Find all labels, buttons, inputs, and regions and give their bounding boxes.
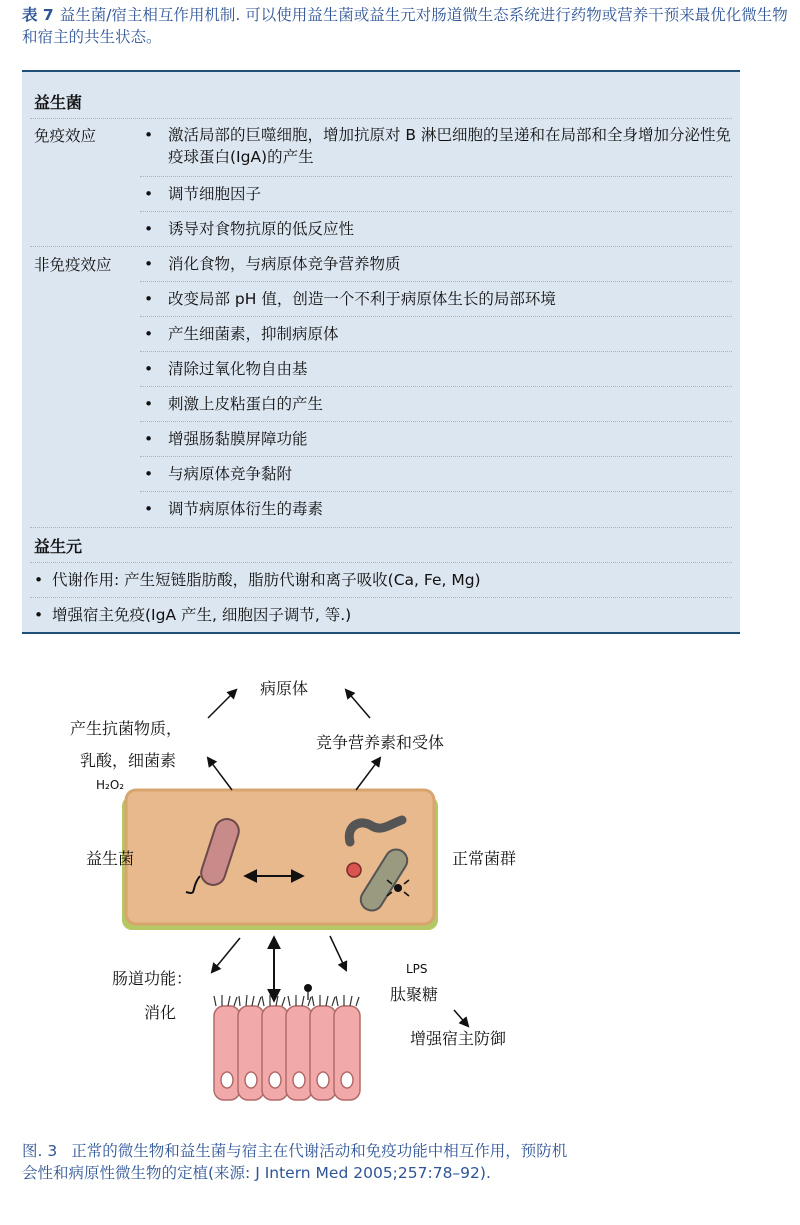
label-compete: 竞争营养素和受体 [316, 733, 445, 752]
section-prebiotics: 益生元 [34, 537, 83, 556]
category-nonimmune: 非免疫效应 [34, 256, 112, 274]
nonimmune-item: • 刺激上皮粘蛋白的产生 [144, 395, 324, 413]
nonimmune-item: • 与病原体竞争黏附 [144, 465, 293, 483]
nonimmune-item: • 清除过氧化物自由基 [144, 360, 308, 378]
divider [30, 246, 732, 247]
divider [140, 176, 732, 177]
figure-caption [22, 1140, 582, 1184]
immune-item: • 诱导对食物抗原的低反应性 [144, 220, 355, 238]
divider [30, 597, 732, 598]
label-peptidoglycan: 肽聚糖 [390, 985, 439, 1004]
label-lps: LPS [406, 962, 428, 976]
mechanism-table [22, 70, 740, 634]
table-caption-text: 益生菌/宿主相互作用机制. 可以使用益生菌或益生元对肠道微生态系统进行药物或营养干预来最优化微生物和宿主的共生状态。 [22, 6, 788, 46]
divider [30, 118, 732, 119]
category-immune: 免疫效应 [34, 127, 97, 145]
immune-item: • 激活局部的巨噬细胞，增加抗原对 B 淋巴细胞的呈递和在局部和全身增加分泌性免疫球蛋白(IgA)的产生 [144, 126, 731, 166]
divider [140, 491, 732, 492]
interaction-figure [40, 640, 560, 1110]
label-probiotic: 益生菌 [86, 849, 135, 868]
nonimmune-item: • 改变局部 pH 值，创造一个不利于病原体生长的局部环境 [144, 290, 556, 308]
arrow-host-defense [454, 1010, 468, 1026]
divider [140, 281, 732, 282]
divider [30, 562, 732, 563]
figure-label: 图. 3 [22, 1142, 58, 1160]
divider [140, 456, 732, 457]
label-gut-function-2: 消化 [144, 1003, 177, 1022]
table-label: 表 7 [22, 6, 54, 24]
divider [140, 316, 732, 317]
section-probiotics: 益生菌 [34, 93, 83, 112]
label-pathogen: 病原体 [260, 679, 309, 698]
label-h2o2: H₂O₂ [96, 778, 125, 792]
nonimmune-item: • 调节病原体衍生的毒素 [144, 500, 324, 518]
immune-item: • 调节细胞因子 [144, 185, 262, 203]
arrow-pathogen-left [208, 690, 236, 718]
divider [140, 351, 732, 352]
arrow-lps [330, 936, 346, 970]
label-antimicrobial-2: 乳酸，细菌素 [80, 751, 177, 770]
arrow-antimicrobial [208, 758, 232, 790]
nonimmune-item: • 消化食物，与病原体竞争营养物质 [144, 255, 401, 273]
arrow-gut-function [212, 938, 240, 972]
prebiotic-item: • 增强宿主免疫(IgA 产生, 细胞因子调节, 等.) [34, 606, 352, 624]
epithelial-cells [214, 984, 360, 1100]
arrow-pathogen-right [346, 690, 370, 718]
divider [140, 421, 732, 422]
label-normal-flora: 正常菌群 [452, 849, 517, 868]
divider [140, 386, 732, 387]
label-host-defense: 增强宿主防御 [410, 1029, 507, 1048]
divider [140, 211, 732, 212]
nonimmune-item: • 产生细菌素，抑制病原体 [144, 325, 339, 343]
label-gut-function-1: 肠道功能： [112, 969, 193, 988]
divider [30, 527, 732, 528]
arrow-compete [356, 758, 380, 790]
figure-caption-text: 正常的微生物和益生菌与宿主在代谢活动和免疫功能中相互作用，预防机会性和病原性微生物的定植(来源: J Intern Med 2005;257:78–92). [22, 1142, 568, 1182]
nonimmune-item: • 增强肠黏膜屏障功能 [144, 430, 308, 448]
table-caption [22, 4, 792, 48]
prebiotic-item: • 代谢作用: 产生短链脂肪酸，脂肪代谢和离子吸收(Ca, Fe, Mg) [34, 571, 481, 589]
label-antimicrobial-1: 产生抗菌物质， [70, 719, 183, 738]
